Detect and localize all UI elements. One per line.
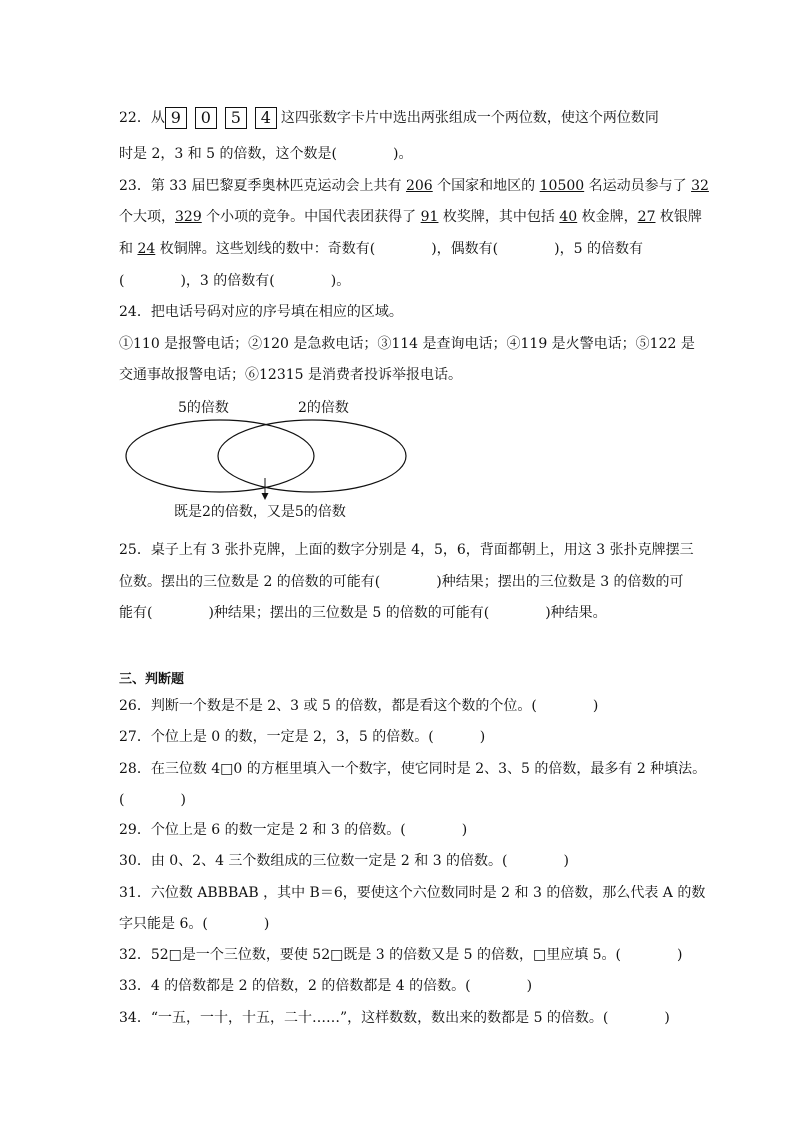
judge-item [119, 915, 269, 933]
question-23-line-1 [119, 177, 709, 195]
question-22-text: 这四张数字卡片中选出两张组成一个两位数，使这个两位数同 [280, 110, 659, 126]
text: 个小项的竞争。中国代表团获得了 [201, 209, 421, 225]
judge-item [119, 821, 467, 839]
text: 33．4 的倍数都是 2 的倍数，2 的倍数都是 4 的倍数。( [119, 978, 471, 994]
text: 枚奖牌，其中包括 [438, 209, 560, 225]
text: 26．判断一个数是不是 2、3 或 5 的倍数，都是看这个数的个位。( [119, 698, 537, 714]
text: 能有( [119, 605, 153, 621]
text: ) [479, 729, 486, 745]
text: )，偶数有( [431, 241, 499, 257]
question-24-line-1: ①110 是报警电话；②120 是急救电话；③114 是查询电话；④119 是火警电话；⑤122 是 [119, 336, 695, 352]
venn-diagram [118, 392, 418, 527]
text: 枚银牌 [655, 209, 702, 225]
text: )种结果；摆出的三位数是 5 的倍数的可能有( [208, 605, 490, 621]
text: ( [119, 273, 125, 289]
text: ) [461, 822, 468, 838]
question-23-line-3 [119, 240, 643, 258]
underlined-number: 329 [175, 209, 202, 225]
text: 枚金牌， [577, 209, 638, 225]
text: ( [119, 792, 125, 808]
judge-item [119, 884, 705, 902]
text: 字只能是 6。( [119, 916, 208, 932]
text: )种结果。 [545, 605, 607, 621]
text: 30．由 0、2、4 三个数组成的三位数一定是 2 和 3 的倍数。( [119, 853, 508, 869]
text: 位数。摆出的三位数是 2 的倍数的可能有( [119, 574, 381, 590]
text: ) [526, 978, 533, 994]
digit-card-5: 5 [225, 107, 247, 129]
venn-label-intersection: 既是2的倍数，又是5的倍数 [174, 504, 346, 520]
question-22-line-1 [119, 106, 659, 130]
text: 32．52□是一个三位数，要使 52□既是 3 的倍数又是 5 的倍数，□里应填 5。( [119, 947, 622, 963]
text: 31．六位数 ABBBAB ，其中 B＝6，要使这个六位数同时是 2 和 3 的倍数，那么代表 A 的数 [119, 885, 706, 901]
text: 29．个位上是 6 的数一定是 2 和 3 的倍数。( [119, 822, 406, 838]
judge-item [119, 977, 532, 995]
text: 和 [119, 241, 138, 257]
digit-card-0: 0 [195, 107, 217, 129]
text: 34．“一五，一十，十五，二十……”，这样数数，数出来的数都是 5 的倍数。( [119, 1010, 609, 1026]
text: )种结果；摆出的三位数是 3 的倍数的可 [436, 574, 684, 590]
text: 28．在三位数 4□0 的方框里填入一个数字，使它同时是 2、3、5 的倍数，最多有 2 种填法。 [119, 761, 707, 777]
text: ) [664, 1010, 670, 1026]
underlined-number: 40 [559, 209, 578, 225]
text: 个大项， [119, 209, 175, 225]
underlined-number: 10500 [539, 178, 585, 194]
question-24-title: 24．把电话号码对应的序号填在相应的区域。 [119, 304, 403, 320]
question-23-line-2 [119, 208, 702, 226]
arrow-head-icon [262, 493, 269, 500]
text: )，3 的倍数有( [180, 273, 275, 289]
question-25-line-3 [119, 604, 607, 622]
judge-item [119, 728, 485, 746]
text: ) [677, 947, 683, 963]
text: ) [592, 698, 599, 714]
venn-circle-right[interactable] [218, 420, 406, 492]
text: )。 [330, 273, 351, 289]
underlined-number: 91 [420, 209, 439, 225]
venn-label-multiples-of-5: 5的倍数 [178, 400, 229, 416]
judge-item [119, 760, 706, 778]
text: 23．第 33 届巴黎夏季奥林匹克运动会上共有 [119, 178, 406, 194]
text: 27．个位上是 0 的数，一定是 2，3，5 的倍数。( [119, 729, 434, 745]
text: 个国家和地区的 [432, 178, 540, 194]
question-23-line-4 [119, 272, 350, 290]
text: )，5 的倍数有 [554, 241, 643, 257]
question-25-line-2 [119, 573, 684, 591]
question-22-line-2 [119, 145, 412, 163]
judge-item [119, 791, 186, 809]
text: ) [263, 916, 270, 932]
digit-card-9: 9 [165, 107, 187, 129]
question-22-text-2-end: )。 [392, 146, 413, 162]
question-22-text-2: 时是 2，3 和 5 的倍数，这个数是( [119, 146, 337, 162]
underlined-number: 206 [405, 178, 433, 194]
digit-card-4: 4 [255, 107, 277, 129]
underlined-number: 27 [637, 209, 656, 225]
judge-item [119, 852, 569, 870]
text: 枚铜牌。这些划线的数中：奇数有( [155, 241, 376, 257]
question-22-number: 22．从 [119, 110, 165, 126]
judge-item [119, 946, 682, 964]
judge-item [119, 697, 598, 715]
underlined-number: 24 [137, 241, 156, 257]
venn-label-multiples-of-2: 2的倍数 [298, 400, 349, 416]
judge-item [119, 1009, 670, 1027]
section-title-judgment: 三、判断题 [119, 672, 185, 687]
venn-circle-left[interactable] [126, 420, 314, 492]
question-25-line-1: 25．桌子上有 3 张扑克牌，上面的数字分别是 4，5，6，背面都朝上，用这 3 张扑克牌摆三 [119, 542, 694, 558]
text: ) [180, 792, 186, 808]
text: ) [563, 853, 569, 869]
question-24-line-2: 交通事故报警电话；⑥12315 是消费者投诉举报电话。 [119, 367, 462, 383]
text: 名运动员参与了 [584, 178, 692, 194]
underlined-number: 32 [691, 178, 709, 194]
